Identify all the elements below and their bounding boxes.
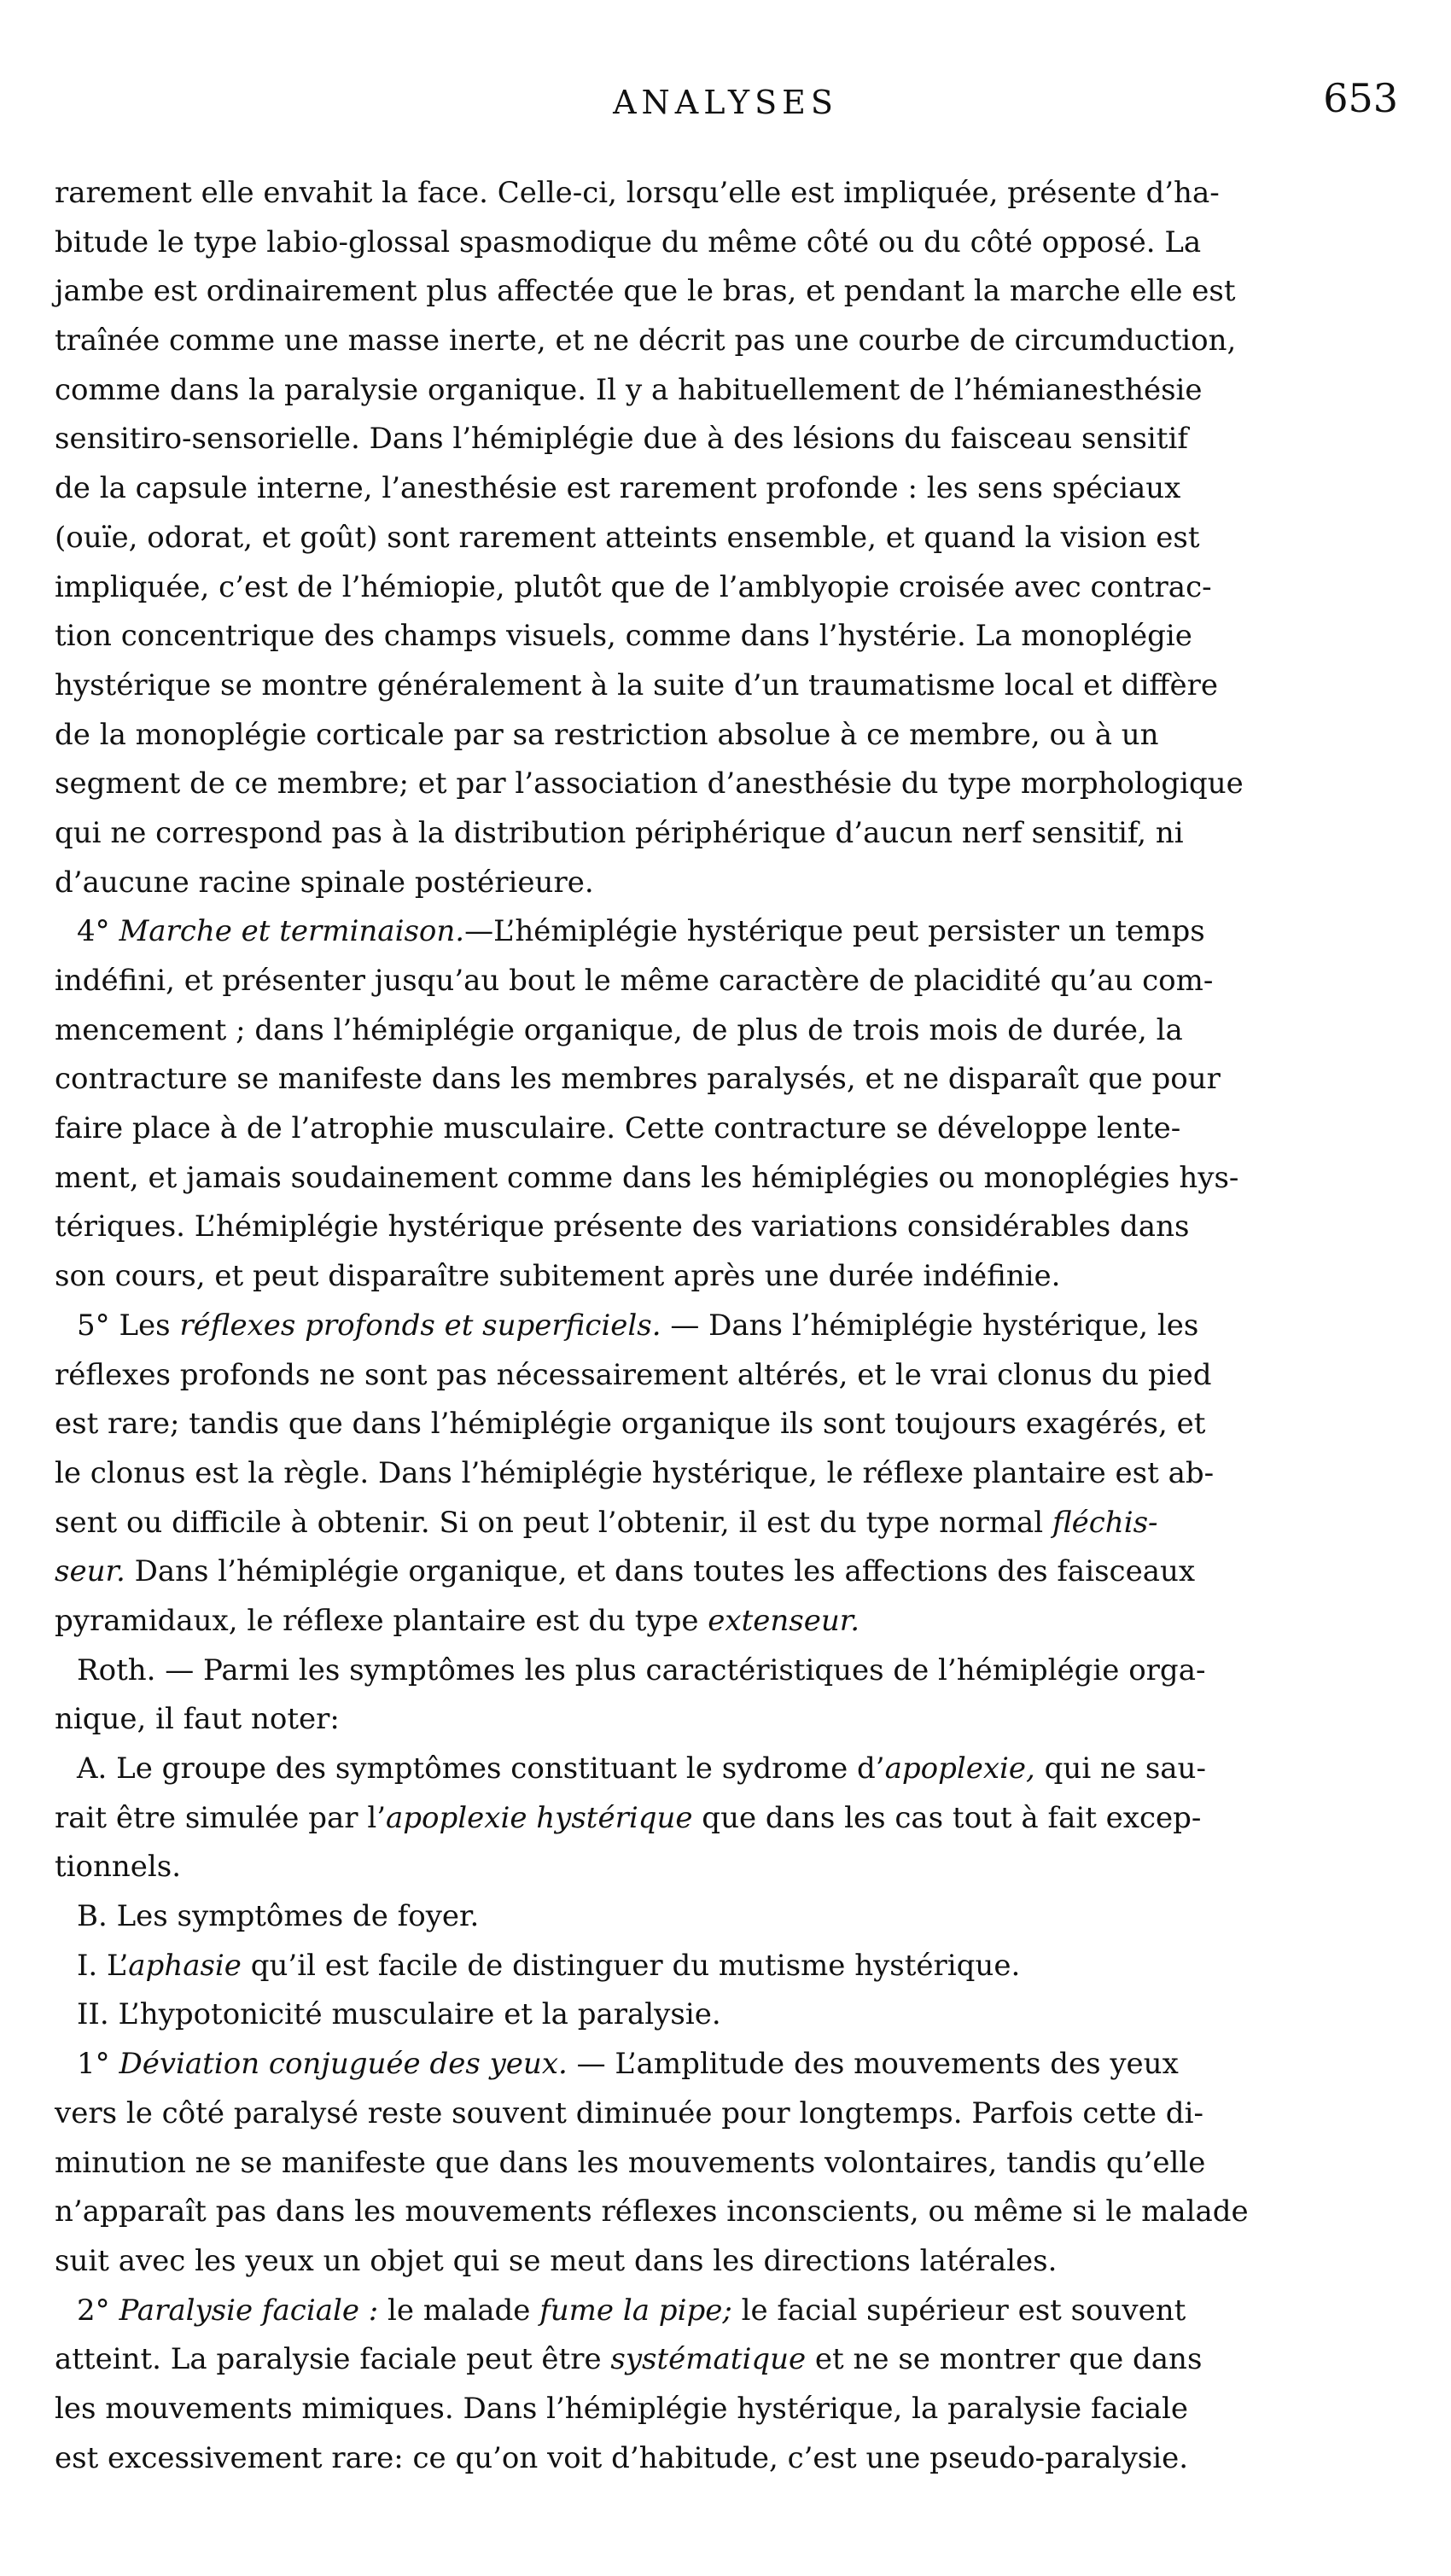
- text-run: rarement elle envahit la face. Celle-ci, lorsqu’elle est impliquée, présente d’ha-: [55, 176, 1220, 210]
- text-line: [55, 1942, 1403, 1991]
- text-run: — Dans l’hémiplégie hystérique, les: [661, 1308, 1199, 1343]
- text-line: [55, 711, 1403, 761]
- text-run: n’apparaît pas dans les mouvements réflexes inconscients, ou même si le malade: [55, 2194, 1249, 2229]
- text-line: [55, 563, 1403, 613]
- text-line: [55, 2089, 1403, 2139]
- italic-text: Marche et terminaison.: [119, 914, 465, 949]
- text-line: [55, 1154, 1403, 1203]
- text-line: [55, 809, 1403, 859]
- text-run: jambe est ordinairement plus affectée que le bras, et pendant la marche elle est: [55, 274, 1236, 309]
- text-run: contracture se manifeste dans les membres paralysés, et ne disparaît que pour: [55, 1062, 1221, 1097]
- text-run: le facial supérieur est souvent: [731, 2293, 1186, 2328]
- text-run: vers le côté paralysé reste souvent diminuée pour longtemps. Parfois cette di-: [55, 2095, 1203, 2130]
- text-line: [55, 415, 1403, 464]
- text-run: sensitiro-sensorielle. Dans l’hémiplégie due à des lésions du faisceau sensitif: [55, 422, 1188, 457]
- italic-text: fléchis-: [1052, 1505, 1158, 1540]
- text-run: rait être simulée par l’: [55, 1800, 386, 1835]
- page-body: [55, 169, 1403, 2483]
- running-title: ANALYSES: [613, 84, 838, 121]
- text-line: [55, 1302, 1403, 1351]
- text-run: traînée comme une masse inerte, et ne décrit pas une courbe de circumduction,: [55, 323, 1237, 358]
- text-run: I. L’: [77, 1948, 129, 1983]
- italic-text: Paralysie faciale :: [119, 2293, 379, 2328]
- italic-text: extenseur.: [708, 1603, 860, 1638]
- text-run: le clonus est la règle. Dans l’hémiplégie hystérique, le réflexe plantaire est ab-: [55, 1455, 1215, 1490]
- text-line: [55, 2139, 1403, 2188]
- text-run: hystérique se montre généralement à la suite d’un traumatisme local et diffère: [55, 667, 1219, 702]
- text-run: sent ou difficile à obtenir. Si on peut l’obtenir, il est du type normal: [55, 1505, 1052, 1540]
- text-line: [55, 1597, 1403, 1646]
- italic-text: systématique: [610, 2342, 807, 2377]
- text-run: indéfini, et présenter jusqu’au bout le même caractère de placidité qu’au com-: [55, 964, 1214, 998]
- text-run: Dans l’hémiplégie organique, et dans toutes les affections des faisceaux: [125, 1554, 1196, 1589]
- text-line: [55, 1400, 1403, 1449]
- text-line: [55, 514, 1403, 563]
- text-line: [55, 2040, 1403, 2089]
- text-line: [55, 267, 1403, 317]
- text-line: [55, 169, 1403, 219]
- page-header: [0, 75, 1451, 135]
- text-run: réflexes profonds ne sont pas nécessairement altérés, et le vrai clonus du pied: [55, 1357, 1212, 1392]
- text-run: le malade: [378, 2293, 540, 2328]
- text-run: suit avec les yeux un objet qui se meut dans les directions latérales.: [55, 2243, 1058, 2278]
- text-line: [55, 957, 1403, 1006]
- text-line: [55, 907, 1403, 957]
- text-run: II. L’hypotonicité musculaire et la paralysie.: [77, 1997, 721, 2032]
- text-line: [55, 219, 1403, 268]
- text-line: [55, 1499, 1403, 1548]
- text-run: qui ne correspond pas à la distribution périphérique d’aucun nerf sensitif, ni: [55, 815, 1184, 850]
- text-line: [55, 1449, 1403, 1499]
- page-number: 653: [1323, 75, 1398, 121]
- text-run: tériques. L’hémiplégie hystérique présente des variations considérables dans: [55, 1209, 1190, 1244]
- text-run: est rare; tandis que dans l’hémiplégie organique ils sont toujours exagérés, et: [55, 1407, 1206, 1442]
- text-run: —L’hémiplégie hystérique peut persister un temps: [464, 914, 1205, 949]
- text-line: [55, 1252, 1403, 1302]
- text-run: de la monoplégie corticale par sa restriction absolue à ce membre, ou à un: [55, 717, 1159, 752]
- text-run: comme dans la paralysie organique. Il y a habituellement de l’hémianesthésie: [55, 372, 1203, 407]
- text-run: faire place à de l’atrophie musculaire. Cette contracture se développe lente-: [55, 1111, 1181, 1146]
- italic-text: Déviation conjuguée des yeux.: [119, 2047, 568, 2082]
- text-run: tionnels.: [55, 1850, 182, 1885]
- text-run: les mouvements mimiques. Dans l’hémiplégie hystérique, la paralysie faciale: [55, 2391, 1189, 2426]
- text-line: [55, 661, 1403, 711]
- text-run: (ouïe, odorat, et goût) sont rarement atteints ensemble, et quand la vision est: [55, 520, 1200, 555]
- italic-text: apoplexie,: [884, 1751, 1035, 1786]
- text-line: [55, 1547, 1403, 1597]
- text-line: [55, 1892, 1403, 1942]
- text-run: 1°: [77, 2047, 119, 2082]
- text-line: [55, 1203, 1403, 1252]
- text-line: [55, 1351, 1403, 1401]
- text-run: impliquée, c’est de l’hémiopie, plutôt que de l’amblyopie croisée avec contrac-: [55, 569, 1212, 604]
- text-run: d’aucune racine spinale postérieure.: [55, 865, 594, 900]
- text-run: de la capsule interne, l’anesthésie est rarement profonde : les sens spéciaux: [55, 471, 1181, 506]
- text-line: [55, 2385, 1403, 2434]
- text-line: [55, 464, 1403, 514]
- text-run: et ne se montrer que dans: [806, 2342, 1203, 2377]
- text-run: Roth. — Parmi les symptômes les plus caractéristiques de l’hémiplégie orga-: [77, 1652, 1206, 1687]
- italic-text: réflexes profonds et superficiels.: [179, 1308, 661, 1343]
- text-run: atteint. La paralysie faciale peut être: [55, 2342, 611, 2377]
- text-run: ment, et jamais soudainement comme dans les hémiplégies ou monoplégies hys-: [55, 1160, 1239, 1195]
- text-line: [55, 612, 1403, 661]
- text-run: bitude le type labio-glossal spasmodique du même côté ou du côté opposé. La: [55, 224, 1202, 259]
- text-run: qui ne sau-: [1034, 1751, 1206, 1786]
- text-line: [55, 1794, 1403, 1844]
- italic-text: apoplexie hystérique: [386, 1800, 693, 1835]
- text-run: B. Les symptômes de foyer.: [77, 1899, 480, 1934]
- text-run: nique, il faut noter:: [55, 1702, 340, 1737]
- text-line: [55, 1055, 1403, 1104]
- text-run: que dans les cas tout à fait excep-: [692, 1800, 1202, 1835]
- text-line: [55, 2434, 1403, 2484]
- text-run: 5° Les: [77, 1308, 180, 1343]
- text-line: [55, 1990, 1403, 2040]
- text-run: son cours, et peut disparaître subitement après une durée indéfinie.: [55, 1259, 1061, 1294]
- text-run: segment de ce membre; et par l’association d’anesthésie du type morphologique: [55, 766, 1244, 801]
- text-line: [55, 1646, 1403, 1696]
- text-line: [55, 2237, 1403, 2287]
- text-run: — L’amplitude des mouvements des yeux: [567, 2047, 1179, 2082]
- text-line: [55, 760, 1403, 809]
- text-line: [55, 2335, 1403, 2385]
- text-line: [55, 317, 1403, 366]
- text-run: 2°: [77, 2293, 119, 2328]
- text-line: [55, 1695, 1403, 1745]
- text-run: minution ne se manifeste que dans les mouvements volontaires, tandis qu’elle: [55, 2145, 1206, 2180]
- text-run: pyramidaux, le réflexe plantaire est du type: [55, 1603, 708, 1638]
- text-run: tion concentrique des champs visuels, comme dans l’hystérie. La monoplégie: [55, 619, 1192, 654]
- italic-text: seur.: [55, 1554, 125, 1589]
- text-run: mencement ; dans l’hémiplégie organique, de plus de trois mois de durée, la: [55, 1012, 1183, 1047]
- italic-text: fume la pipe;: [539, 2293, 732, 2328]
- text-line: [55, 2287, 1403, 2336]
- text-line: [55, 1843, 1403, 1892]
- text-line: [55, 1104, 1403, 1154]
- text-line: [55, 1006, 1403, 1056]
- italic-text: aphasie: [128, 1948, 242, 1983]
- text-run: qu’il est facile de distinguer du mutisme hystérique.: [241, 1948, 1021, 1983]
- text-run: 4°: [77, 914, 119, 949]
- text-run: A. Le groupe des symptômes constituant le sydrome d’: [77, 1751, 885, 1786]
- text-line: [55, 1745, 1403, 1794]
- text-line: [55, 859, 1403, 908]
- text-line: [55, 366, 1403, 416]
- text-line: [55, 2188, 1403, 2237]
- text-run: est excessivement rare: ce qu’on voit d’habitude, c’est une pseudo-paralysie.: [55, 2440, 1189, 2475]
